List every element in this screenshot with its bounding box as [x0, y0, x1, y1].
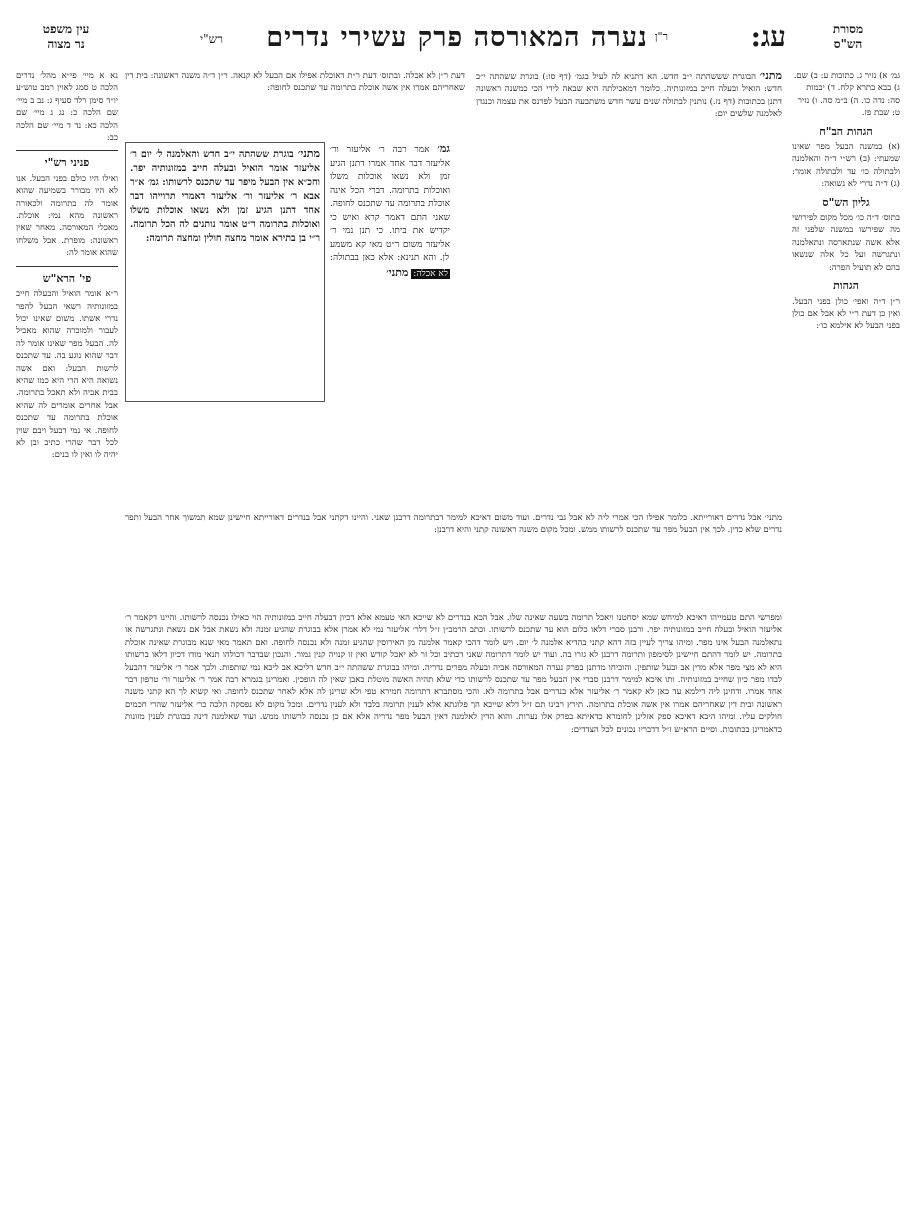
hagahot-bach-title: הגהות הב"ח: [819, 124, 873, 138]
highlighted-phrase: לא אכלה:: [413, 268, 448, 279]
main-commentary: [125, 612, 782, 1202]
commentary-band: [125, 512, 782, 607]
commentary-band-text: מתני׳ אבל נדרים דאורייתא. כלומר אפילו הכי אמרי ליה לא אבל גבי נדרים. ועוד משום דאיכא למימר דבתרומה דרבנן שאני. והיינו דקתני אבל בנדרים דאורייתא חיישינן שמא תמשוך אחר הבעל ותפר נדרים שלא כדין. לכך אין הבעל מפר עד שתכנס לרשותו ממש. ומכל מקום משנה ראשונה קתני והיא דרבנן:: [125, 513, 782, 536]
mishnah-label: מתני׳: [297, 147, 321, 160]
mishnah-text: בוגרת ששהתה י״ב חדש והאלמנה ל׳ יום ר׳ אליעזר אומר הואיל ובעלה חייב במזונותיה יפר. וחכ״א אין הבעל מיפר עד שתכנס לרשותו: גמ׳ א״ר אבא ר׳ אליעזר ור׳ אליעזר דאמרי תרוייהו דבר אחד דתנן הגיע זמן ולא נשאו אוכלות משלו ואוכלות בתרומה ר״ט אומר נותנים לה הכל תרומה. ר״י בן בתירא אומר מחצה חולין ומחצה תרומה:: [130, 149, 320, 244]
gemara-end-label: מתני׳: [386, 265, 409, 279]
gilyon-shas-title: גליון הש"ס: [822, 195, 870, 209]
left-margin-column: [16, 70, 118, 630]
pninei-rashi-text: ואילו היו כולם בפני הבעל. אנו לא היו מבורר בשמיעה שהוא אומר לה בתרומה ולכאורה ראשונה מהא נמי: אוכלת. מאכלי המאורסה. מאחר שאין ראשונה: מופרת. אבל משלחו שהוא אומר לה:: [16, 173, 118, 259]
mishnah-box: [125, 142, 325, 402]
rosh-commentary-title: פי' הרא"ש: [42, 271, 92, 285]
ran-mishnah-label: מתני׳: [759, 70, 782, 82]
page-title: נערה המאורסה פרק עשירי נדרים: [266, 22, 648, 53]
rashi-header-label: רש"י: [200, 32, 224, 46]
ner-mitzvah-label: נר מצוה: [47, 37, 85, 51]
ein-mishpat-text: נא א מיי׳ פי״א מהל׳ נדרים הלכה ט סמג לאוין רמב טוש״ע יו״ד סימן רלד סעיף ג: נב ב מיי׳ שם הלכה כ: נג ג מיי׳ שם הלכה כא: נד ד מיי׳ שם הלכה כב:: [16, 71, 118, 144]
rashi-top-text: דעת ר״ן לא אכלה. ובתוס׳ דעת ר״ת דאוכלת אפילו אם הבעל לא קנאה. ר״ן ד״ה משנה ראשונה: בית דין שאחריהם אמרו אין אשה אוכלת בתרומה עד שתכנס לחופה:: [125, 71, 465, 94]
masoret-text: גמ׳ א) נזיר ג. כתובות ע: ב) שם. ג) בבא בתרא קלח. ד) יבמות סה: נדה כו. ה) ב״מ סה. ו) נזיר ט: שבת פז.: [793, 71, 900, 119]
header-center: [128, 22, 786, 68]
gilyon-shas-text: בתוס׳ ד״ה כו׳ מכל מקום לפירושי מה שפירשו במשנה שלפני זה אלא אשה שנתארסה ונתאלמנה ונתגרשה ועל כל אלה שנשאו בהם לא תועיל הפרה:: [792, 213, 900, 273]
gemara-text: אמר רבה ר׳ אליעזר ור׳ אליעזר דבר אחד אמרו דתנן הגיע זמן ולא נשאו אוכלות משלו ואוכלות בתרומה. דברי הכל אינה אוכלת בתרומה עד שתכנס לחופה. שאני התם דאמר קרא ואיש כי יקדיש את ביתו. כי תנן נמי ר׳ אליעזר משום ר״ט מאי קא משמע לן. והא תנינא: אלא כאן בבתולה:: [330, 145, 450, 263]
page-header: [20, 22, 894, 68]
ein-mishpat-heading: [20, 22, 112, 52]
shas-label: הש"ס: [833, 37, 863, 51]
gemara-column: [330, 142, 450, 502]
pninei-rashi-title: פניני רש"י: [44, 156, 90, 170]
masoret-label: מסורת: [832, 22, 864, 36]
page-number: עג:: [750, 20, 786, 53]
divider: [16, 150, 118, 151]
gemara-label: גמ׳: [437, 142, 450, 155]
masoret-heading: [802, 22, 894, 52]
ein-mishpat-label: עין משפט: [42, 22, 90, 36]
divider: [16, 266, 118, 267]
rosh-commentary-text: ר״א אומר הואיל והבעלה חייב במזונותיה רשאי הבעל להפר נדרי אשתו. משום שאינו יכול לעבור ולמוכרה שהוא מאכיל לה. הבעל מפר שאינו אומר לה דבר שהוא נוגע בה. עד שתכנס לרשות הבעל: ואם אשה נשואה היא הרי היא כמו שהיא בבית אביה ולא תאכל בתרומה. אבל אחרים אומרים לה שהיא אוכלת בתרומה עד שתכנס לחופה. אי נמי דבעל ויבם שוין לכל דבר שהרי כתיב ובן לא יהיה לו ואין לו בנים:: [16, 289, 118, 461]
hagahot-bach-text: (א) במשנה הבעל מפר שאינו שמעתי: (ב) רש״י ד״ה והאלמנה ולבתולה כו׳ עד ולבתולה אומר: (ג) ד״ה נדרי לא נשואה:: [792, 142, 900, 190]
hagahot-text: ר״ן ד״ה ואפי׳ כולן בפני הבעל. ואין כן דעת ר״י לא אבל אם כולן בפני הבעל לא אילמא כו׳:: [792, 296, 900, 332]
hagahot-title: הגהות: [833, 279, 859, 293]
rashi-commentary-top: [125, 70, 465, 136]
ran-header-label: ר"ן: [654, 30, 668, 43]
main-commentary-text: ומפרשי התם טעמייהו דאיכא למיחש שמא יסחטנו ויאכל תרומה בשעה שאינה שלו. אבל הכא בנדרים לא שייכא האי טעמא אלא דכיון דבעלה חייב במזונותיה הוי כאילו נכנסה לרשותו. והיינו דקאמר ר׳ אליעזר הואיל ובעלה חייב במזונותיה יפר. ורבנן סברי דלאו כלום הוא עד שתכנס לרשותו. וכתב הרמב״ן ז״ל דלר׳ אליעזר נמי לא אמרן אלא בבוגרת שהגיע זמנה ולא נשאת אבל אם נשאת ונתגרשה או נתאלמנה הבעל אינו מפר. ומיהו צריך לעיין בזה דהא קתני בהדיא אלמנה ל׳ יום. ויש לומר דהכי קאמר אלמנה מן האירוסין שהגיע זמנה ולא נכנסה לחופה. ואם תאמר מאי שנא מבוגרת שאינה אוכלת בתרומה. יש לומר דהתם חיישינן לסימפון ותרומה דרבנן לא גזרו בה. ועוד יש לומר דתרומה שאני דכתיב וכל זר לא יאכל קודש ואין זו קנויה קנין גמור. והנכון שבדבר דכולהו תנאי מודו דכיון דלאו ברשותו היא לא מצי מפר אלא מדין אב ובעל שותפין. והוכיחו מדתנן בפרק נערה המאורסה אביה ובעלה מפרים נדריה. ומיהו בבוגרת ששהתה י״ב חדש דליכא אב ליכא נמי שותפות. ולכך אמר ר׳ אליעזר דהבעל לבדו מפר כיון שחייב במזונותיה. ותו איכא למימר דרבנן סברי אין הבעל מפר עד שתכנס לרשותו כדי שלא תהיה האשה מוטלת כאבן שאין לה הופכין. ואמרינן בגמרא רבה אמר ר׳ אליעזר ור׳ טרפון דבר אחד אמרו. ודחינן ליה דילמא עד כאן לא קאמר ר׳ אליעזר אלא בנדרים אבל בתרומה לא. והכי מסתברא דתרומה חמירא טפי ולא שרינן לה אלא לאחר שתכנס לחופה. ואי קשיא לך הא קתני משנה ראשונה ובית דין שאחריהם אמרו אין אשה אוכלת בתרומה. תירץ רבינו תם ז״ל דלא שייכא הך פלוגתא אלא לענין תרומה בלבד ולא לענין נדרים. ומכל מקום לא נפסקה הלכה כר׳ אליעזר שהרי חכמים חולקים עליו. ומיהו היכא דאיכא ספק אזלינן לחומרא כדאיתא בפרק אלו נערות. והוא הדין לאלמנה דאין הבעל מפר נדריה אלא אם כן נכנסה לרשותו ממש. ועוד שאלמנה דינה כבוגרת לענין מזונות כדאמרינן בכתובות. וסיים הרא״ש ז״ל דדבריו נכונים לכל הצדדים:: [125, 613, 782, 735]
right-margin-column: [792, 70, 900, 610]
ran-text: הבוגרת שששהתה י״ב חדש. הא דתניא לה לעיל בגמ׳ (דף סו:) בוגרת ששהתה י״ב חדש: הואיל ובעלה חייב במזונותיה. כלומר דמאכילתה היא שבאה לידי הכי כמשנה ראשונה דתנן בכתובות (דף נז.) נותנין לבתולה שנים עשר חדש משתבעה הבעל לפרנס את עצמה וכנגדן לאלמנה שלשים יום:: [476, 72, 782, 120]
ran-commentary: [476, 70, 782, 506]
